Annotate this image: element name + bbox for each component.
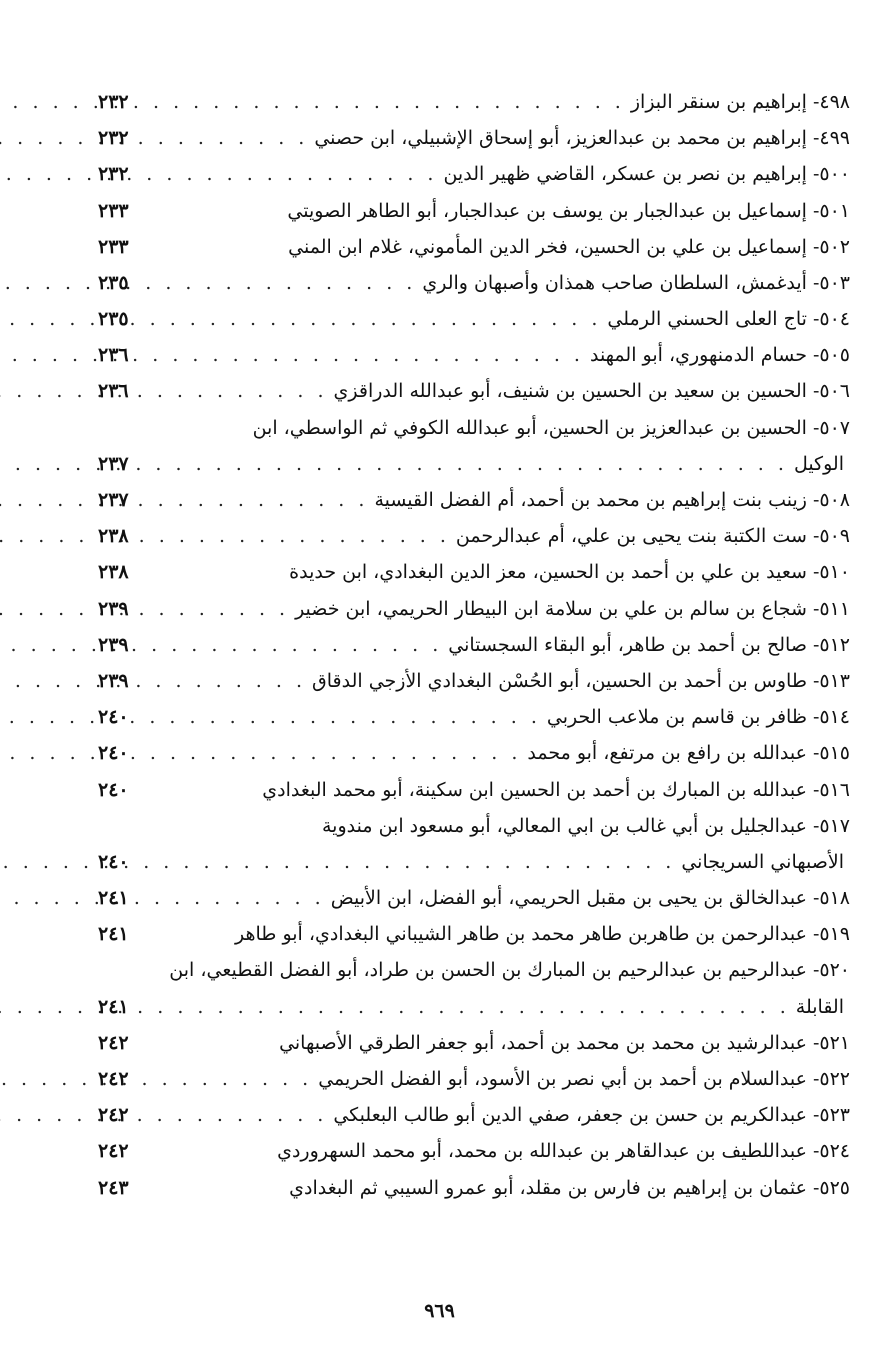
index-entry xyxy=(98,120,850,156)
entry-title: القابلة xyxy=(795,995,844,1018)
entry-number: ٥١٩- xyxy=(812,923,850,946)
entry-number: ٥١٧- xyxy=(812,814,850,837)
index-entry xyxy=(98,265,850,301)
dot-leader xyxy=(150,84,631,120)
index-entry xyxy=(98,808,850,844)
entry-page-number: ٢٤٢ xyxy=(98,1031,129,1054)
entry-page-number: ٢٣٢ xyxy=(98,163,129,186)
dot-leader xyxy=(150,482,374,518)
entry-title: إسماعيل بن عبدالجبار بن يوسف بن عبدالجبار، أبو الطاهر الصويتي xyxy=(287,199,807,222)
entry-page-number: ٢٣٣ xyxy=(98,235,129,258)
entry-page-number: ٢٣٨ xyxy=(98,561,129,584)
dot-leader xyxy=(150,880,331,916)
index-entry-continuation xyxy=(98,989,850,1025)
index-entry xyxy=(98,156,850,192)
dot-leader xyxy=(150,446,794,482)
entry-title: سعيد بن علي بن أحمد بن الحسين، معز الدين البغدادي، ابن حديدة xyxy=(289,561,807,584)
entry-number: ٥١٣- xyxy=(812,669,850,692)
index-list xyxy=(98,84,850,1206)
entry-number: ٥٢٥- xyxy=(812,1176,850,1199)
entry-number: ٥٠٦- xyxy=(812,380,850,403)
index-entry xyxy=(98,663,850,699)
index-entry xyxy=(98,699,850,735)
entry-page-number: ٢٤٢ xyxy=(98,1104,129,1127)
entry-title: عبدالله بن رافع بن مرتفع، أبو محمد xyxy=(527,742,807,765)
dot-leader xyxy=(150,156,443,192)
entry-number: ٥١٤- xyxy=(812,706,850,729)
entry-number: ٥٠٩- xyxy=(812,525,850,548)
entry-title: تاج العلى الحسني الرملي xyxy=(607,308,807,331)
dot-leader xyxy=(150,265,422,301)
index-entry xyxy=(98,627,850,663)
index-entry-continuation xyxy=(98,446,850,482)
entry-number: ٥٠٣- xyxy=(812,271,850,294)
entry-title: إبراهيم بن محمد بن عبدالعزيز، أبو إسحاق الإشبيلي، ابن حصني xyxy=(314,127,807,150)
entry-title: زينب بنت إبراهيم بن محمد بن أحمد، أم الفضل القيسية xyxy=(374,489,807,512)
dot-leader xyxy=(150,989,796,1025)
entry-title: حسام الدمنهوري، أبو المهند xyxy=(589,344,807,367)
entry-title: إبراهيم بن سنقر البزاز xyxy=(630,90,807,113)
entry-number: ٥٢٤- xyxy=(812,1140,850,1163)
entry-number: ٥٢٢- xyxy=(812,1068,850,1091)
entry-number: ٥١٨- xyxy=(812,887,850,910)
entry-title: عبدالرحيم بن عبدالرحيم بن المبارك بن الحسن بن طراد، أبو الفضل القطيعي، ابن xyxy=(169,959,807,982)
entry-number: ٥١٥- xyxy=(812,742,850,765)
index-entry xyxy=(98,1170,850,1206)
index-entry xyxy=(98,410,850,446)
entry-page-number: ٢٣٩ xyxy=(98,597,129,620)
entry-page-number: ٢٣٢ xyxy=(98,127,129,150)
entry-number: ٥٢٠- xyxy=(812,959,850,982)
index-entry xyxy=(98,482,850,518)
index-entry xyxy=(98,301,850,337)
entry-title: صالح بن أحمد بن طاهر، أبو البقاء السجستاني xyxy=(448,633,807,656)
entry-page-number: ٢٣٧ xyxy=(98,489,129,512)
index-entry xyxy=(98,953,850,989)
entry-page-number: ٢٤٢ xyxy=(98,1068,129,1091)
entry-title: عبدالرشيد بن محمد بن محمد بن أحمد، أبو جعفر الطرقي الأصبهاني xyxy=(279,1031,807,1054)
entry-title: عبداللطيف بن عبدالقاهر بن عبدالله بن محمد، أبو محمد السهروردي xyxy=(277,1140,807,1163)
entry-page-number: ٢٣٢ xyxy=(98,90,129,113)
entry-title: عبدالسلام بن أحمد بن أبي نصر بن الأسود، أبو الفضل الحريمي xyxy=(318,1068,807,1091)
index-entry xyxy=(98,591,850,627)
entry-page-number: ٢٤٠ xyxy=(98,778,129,801)
entry-number: ٥٠٨- xyxy=(812,489,850,512)
entry-title: عبدالجليل بن أبي غالب بن ابي المعالي، أبو مسعود ابن مندوية xyxy=(322,814,807,837)
entry-title: الحسين بن عبدالعزيز بن الحسين، أبو عبدالله الكوفي ثم الواسطي، ابن xyxy=(252,416,807,439)
entry-number: ٥١٠- xyxy=(812,561,850,584)
dot-leader xyxy=(150,1061,318,1097)
entry-title: الأصبهاني السريجاني xyxy=(681,850,844,873)
dot-leader xyxy=(150,337,590,373)
dot-leader xyxy=(150,373,334,409)
entry-page-number: ٢٤٢ xyxy=(98,1140,129,1163)
entry-page-number: ٢٤١ xyxy=(98,995,129,1018)
entry-page-number: ٢٣٦ xyxy=(98,344,129,367)
entry-number: ٤٩٨- xyxy=(812,90,850,113)
entry-number: ٥٠١- xyxy=(812,199,850,222)
entry-title: ظافر بن قاسم بن ملاعب الحربي xyxy=(546,706,807,729)
entry-number: ٥٠٢- xyxy=(812,235,850,258)
entry-page-number: ٢٣٦ xyxy=(98,380,129,403)
entry-title: عبدالكريم بن حسن بن جعفر، صفي الدين أبو طالب البعلبكي xyxy=(333,1104,807,1127)
entry-number: ٥١١- xyxy=(812,597,850,620)
entry-title: إبراهيم بن نصر بن عسكر، القاضي ظهير الدين xyxy=(443,163,807,186)
entry-page-number: ٢٤٣ xyxy=(98,1176,129,1199)
entry-page-number: ٢٤٠ xyxy=(98,706,129,729)
entry-number: ٥١٦- xyxy=(812,778,850,801)
index-entry xyxy=(98,1025,850,1061)
dot-leader xyxy=(150,591,295,627)
entry-page-number: ٢٣٨ xyxy=(98,525,129,548)
entry-number: ٥٢٣- xyxy=(812,1104,850,1127)
dot-leader xyxy=(150,627,448,663)
index-entry xyxy=(98,193,850,229)
entry-title: إسماعيل بن علي بن الحسين، فخر الدين المأموني، غلام ابن المني xyxy=(288,235,807,258)
entry-title: عبدالخالق بن يحيى بن مقبل الحريمي، أبو الفضل، ابن الأبيض xyxy=(330,887,807,910)
index-entry xyxy=(98,1061,850,1097)
entry-page-number: ٢٣٥ xyxy=(98,308,129,331)
entry-number: ٥٠٠- xyxy=(812,163,850,186)
entry-number: ٤٩٩- xyxy=(812,127,850,150)
entry-page-number: ٢٤١ xyxy=(98,923,129,946)
entry-title: عثمان بن إبراهيم بن فارس بن مقلد، أبو عمرو السيبي ثم البغدادي xyxy=(289,1176,807,1199)
dot-leader xyxy=(150,120,314,156)
entry-number: ٥٠٥- xyxy=(812,344,850,367)
dot-leader xyxy=(150,518,456,554)
dot-leader xyxy=(150,844,681,880)
index-entry xyxy=(98,916,850,952)
entry-number: ٥٢١- xyxy=(812,1031,850,1054)
dot-leader xyxy=(150,735,527,771)
index-entry xyxy=(98,374,850,410)
index-entry xyxy=(98,518,850,554)
entry-number: ٥٠٧- xyxy=(812,416,850,439)
entry-page-number: ٢٤١ xyxy=(98,887,129,910)
entry-number: ٥١٢- xyxy=(812,633,850,656)
dot-leader xyxy=(150,699,547,735)
entry-title: شجاع بن سالم بن علي بن سلامة ابن البيطار الحريمي، ابن خضير xyxy=(295,597,807,620)
dot-leader xyxy=(150,663,312,699)
entry-page-number: ٢٣٧ xyxy=(98,452,129,475)
index-entry xyxy=(98,772,850,808)
entry-page-number: ٢٣٥ xyxy=(98,271,129,294)
entry-title: عبدالرحمن بن طاهربن طاهر محمد بن طاهر الشيباني البغدادي، أبو طاهر xyxy=(234,923,807,946)
entry-title: الوكيل xyxy=(793,452,844,475)
entry-page-number: ٢٣٩ xyxy=(98,633,129,656)
index-entry-continuation xyxy=(98,844,850,880)
page-number: ٩٦٩ xyxy=(424,1300,455,1322)
index-entry xyxy=(98,880,850,916)
entry-page-number: ٢٣٣ xyxy=(98,199,129,222)
index-entry xyxy=(98,554,850,590)
index-entry xyxy=(98,84,850,120)
entry-title: عبدالله بن المبارك بن أحمد بن الحسين ابن سكينة، أبو محمد البغدادي xyxy=(262,778,807,801)
entry-page-number: ٢٣٩ xyxy=(98,669,129,692)
entry-title: الحسين بن سعيد بن الحسين بن شنيف، أبو عبدالله الدراقزي xyxy=(333,380,807,403)
entry-number: ٥٠٤- xyxy=(812,308,850,331)
index-entry xyxy=(98,1133,850,1169)
entry-page-number: ٢٤٠ xyxy=(98,742,129,765)
index-entry xyxy=(98,229,850,265)
entry-page-number: ٢٤٠ xyxy=(98,850,129,873)
index-entry xyxy=(98,337,850,373)
entry-title: ست الكتبة بنت يحيى بن علي، أم عبدالرحمن xyxy=(455,525,807,548)
index-entry xyxy=(98,1097,850,1133)
dot-leader xyxy=(150,301,607,337)
index-entry xyxy=(98,735,850,771)
dot-leader xyxy=(150,1097,333,1133)
entry-title: طاوس بن أحمد بن الحسين، أبو الحُسْن البغدادي الأزجي الدقاق xyxy=(312,669,807,692)
entry-title: أيدغمش، السلطان صاحب همذان وأصبهان والري xyxy=(422,271,807,294)
